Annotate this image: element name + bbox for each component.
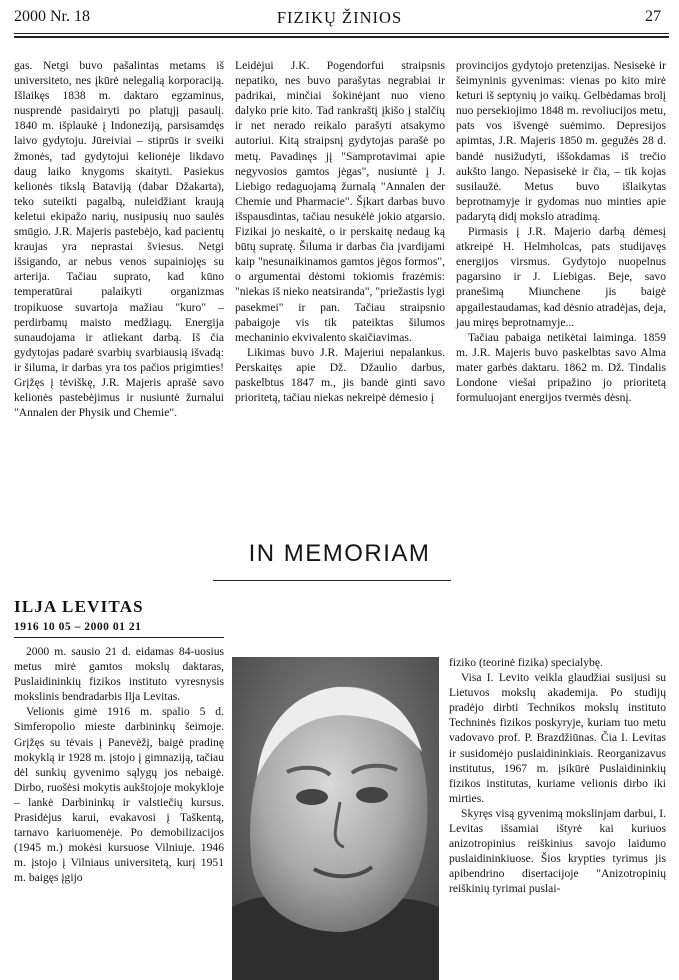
article-paragraph: Tačiau pabaiga netikėtai laiminga. 1859 m. J.R. Majeris buvo paskelbtas savo Alma mater garbės daktaru. 1862 m. Dž. Tindalis Londone viešai pripažino jo prioritetą formuluojant energijos tvermės dėsnį. [456, 330, 666, 405]
obituary-paragraph: Skyręs visą gyvenimą mokslinjam darbui, I. Levitas išsamiai ištyrė kai kuriuos anizotropinius reiškinius savojo laidumo puslaidininkiuose. Šios krypties tyrimus jis apibendrino disertacijoje "Anizotropinių reiškinių tyrimai puslai- [449, 806, 666, 896]
obituary-paragraph: Visa I. Levito veikla glaudžiai susijusi su Lietuvos mokslų akademija. Po studijų pradėjo dirbti Technikos mokslų instituto Techninės fizikos poskyryje, kuriam tuo metu vadovavo prof. P. Brazdžiūnas. Čia I. Levitas ir susidomėjo puslaidininkiais. Reorganizavus institutus, 1967 m. įsikūrė Puslaidininkių fizikos institutas, kuriame velionis dirbo iki mirties. [449, 671, 666, 805]
article-paragraph: Pirmasis į J.R. Majerio darbą dėmesį atkreipė H. Helmholcas, pats studijavęs energijos virsmus. Gydytojo nuopelnus pagarsino ir J. Liebigas. Beje, savo pranešimą Miunchene jis baigė apgailestaudamas, kad dėsnio atradėjas, deja, jau miręs beprotnamyje... [456, 225, 666, 329]
article-paragraph: gas. Netgi buvo pašalintas metams iš universiteto, nes įkūrė nelegalią korporaciją. Išlaikęs 1838 m. daktaro egzaminus, nusprendė pasidairyti po platųjį pasaulį. 1840 m. išplaukė į Indoneziją, parsisamdęs laivo gydytoju. Jūreiviai – stiprūs ir sveiki žmonės, tad gydytojui kelionėje likdavo daug laiko knygoms skaityti. Pasiekus kelionės tikslą Bataviją (dabar Džakarta), teko suteikti pagalbą, nuleidžiant kraują keletui ekipažo narių, nusipusių nuo saulės smūgio. J.R. Majeris pastebėjo, kad pacientų kraujas yra neprastai šviesus. Netgi išsigando, ar nebus venos supainiojęs su arterija. Tačiau suprato, kad kūno temperatūrai palaikyti organizmas tropikuose suvartoja mažiau "kuro" – perdirbamų maisto medžiagų. Energija sunaudojama ir atliekant darbą. Iš čia gydytojas padarė svarbių svarbiausią išvadą: ir šiluma, ir darbas yra tos pačios prigimties! Grįžęs į tėviškę, J.R. Majeris aprašė savo kelionės pastebėjimus ir nusiuntė žurnalui "Annalen der Physik und Chemie". [14, 59, 224, 420]
obituary-paragraph: fiziko (teorinė fizika) specialybę. [449, 656, 603, 669]
article-column-3 [456, 58, 666, 405]
obituary-column-2 [449, 655, 666, 897]
obituary-paragraph: 2000 m. sausio 21 d. eidamas 84-uosius metus mirė gamtos mokslų daktaras, Puslaidininkių fizikos instituto vyresnysis mokslinis bendradarbis Ilja Levitas. [14, 645, 224, 704]
journal-title: FIZIKŲ ŽINIOS [276, 8, 403, 27]
article-column-2 [235, 58, 445, 405]
page-number: 27 [645, 8, 661, 25]
obituary-paragraph: Velionis gimė 1916 m. spalio 5 d. Simferopolio mieste darbininkų šeimoje. Grįžęs su tėvais į Panevėžį, baigė pradinę mokyklą ir 1928 m. įstojo į gimnaziją, tačiau dėl sunkių gyvenimo sąlygų jos nebaigė. Dirbo, ruošėsi mokytis aukštojoje mokykloje – lankė Darbininkų ir valstiečių kursus. Prasidėjus karui, evakavosi į Taškentą, tarnavo kariuomenėje. Po demobilizacijos (1945 m.) mokėsi kursuose Vilniuje. 1946 m. įstojo į Vilniaus universitetą, kurį 1951 m. baigęs įgijo [14, 705, 224, 885]
article-column-1 [14, 58, 224, 420]
header-rule [14, 33, 669, 34]
obituary-name: ILJA LEVITAS [14, 597, 144, 616]
portrait-photo-graphic [232, 657, 439, 980]
article-paragraph: Likimas buvo J.R. Majeriui nepalankus. Perskaitęs apie Dž. Džaulio darbus, paskelbtus 1847 m., jis bandė ginti savo prioritetą, tačiau niekas nekreipė dėmesio į [235, 345, 445, 405]
portrait-photo-icon [232, 657, 439, 980]
obituary-dates: 1916 10 05 – 2000 01 21 [14, 620, 142, 633]
section-title: IN MEMORIAM [248, 540, 431, 567]
obituary-column-1 [14, 644, 224, 886]
article-paragraph: Leidėjui J.K. Pogendorfui straipsnis nepatiko, nes buvo parašytas negrabiai ir padrikai, minčiai šokinėjant nuo vieno dalyko prie kito. Tad rankraštį įkišo į stalčių ir net nerado reikalo parašyti atsakymo autoriui. Kitą straipsnį gydytojas parašė po metų. Pavadinęs jį "Samprotavimai apie negyvosios gamtos jėgas", nusiuntė į J. Liebigo redaguojamą žurnalą "Annalen der Chemie und Pharmacie". Šįkart darbas buvo išspausdintas, tačiau nesukėlė jokio atgarsio. Fizikai jo neskaitė, o ir perskaitę nedaug ką būtų supratę. Šiluma ir darbas čia įvardijami kaip "nesunaikinamos gamtos jėgos formos", o argumentai dėstomi tokiomis frazėmis: "niekas iš nieko neatsiranda", "priežastis lygi pasekmei" ir pan. Tačiau straipsnio pabaigoje vis tik pateiktas šilumos mechaninio ekvivalento skaičiavimas. [235, 59, 445, 344]
page-header [14, 6, 665, 32]
header-rule-thick [14, 36, 669, 38]
obituary-rule [14, 637, 224, 638]
issue-label: 2000 Nr. 18 [14, 8, 90, 25]
article-paragraph: provincijos gydytojo pretenzijas. Nesisekė ir šeimyninis gyvenimas: vienas po kito mirė keturi iš septynių jo vaikų. Gelbėdamas brolį nuo persekiojimo 1848 m. revoliucijos metu, pats vos išvengė suėmimo. Depresijos apimtas, J.R. Majeris 1850 m. gegužės 28 d. bandė nusižudyti, iššokdamas iš trečio aukšto lango. Nepasisekė ir čia, – tik kojas susilaužė. Metus buvo išlaikytas beprotnamyje ir gydomas nuo minties apie padarytą didį mokslo atradimą. [456, 59, 666, 223]
section-title-rule [213, 580, 451, 581]
